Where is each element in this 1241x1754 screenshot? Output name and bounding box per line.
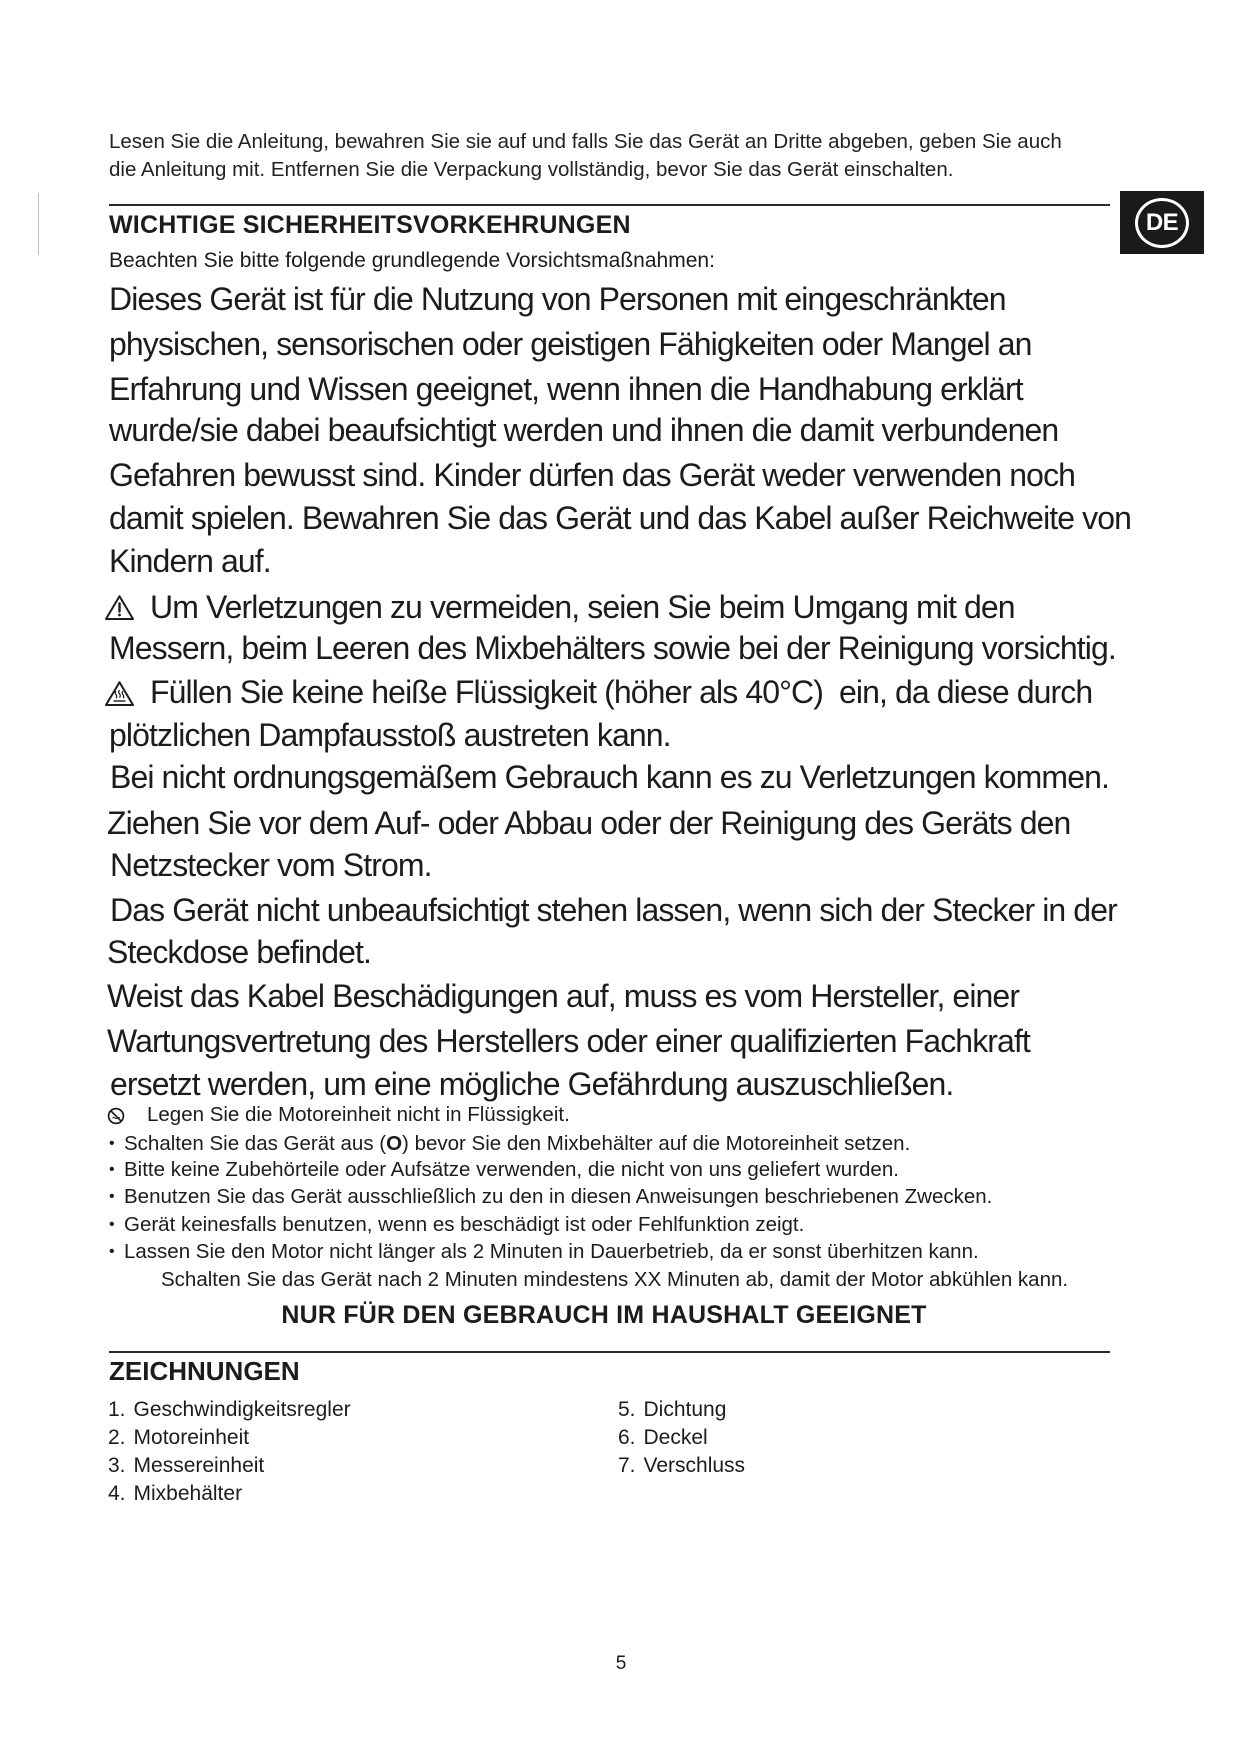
part-label: Dichtung [643,1398,727,1421]
bullet-text: Gerät keinesfalls benutzen, wenn es beschädigt ist oder Fehlfunktion zeigt. [124,1213,805,1236]
safety-line: Bei nicht ordnungsgemäßem Gebrauch kann es zu Verletzungen kommen. [110,759,1109,795]
safety-line: wurde/sie dabei beaufsichtigt werden und ihnen die damit verbundenen [109,412,1059,448]
safety-heading: WICHTIGE SICHERHEITSVORKEHRUNGEN [109,211,631,239]
part-item [618,1453,745,1479]
part-number: 7. [618,1454,636,1477]
part-number: 2. [108,1426,126,1449]
household-notice: NUR FÜR DEN GEBRAUCH IM HAUSHALT GEEIGNET [281,1301,927,1329]
safety-line: Erfahrung und Wissen geeignet, wenn ihnen die Handhabung erklärt [109,371,1023,407]
part-label: Mixbehälter [133,1482,243,1505]
section-divider [109,204,1110,206]
page-number: 5 [615,1653,627,1674]
language-badge [1120,191,1204,254]
safety-line: plötzlichen Dampfausstoß austreten kann. [109,717,671,753]
part-label: Messereinheit [133,1454,265,1477]
part-number: 1. [108,1398,126,1421]
safety-line: Dieses Gerät ist für die Nutzung von Personen mit eingeschränkten [109,281,1006,317]
part-label: Geschwindigkeitsregler [133,1398,351,1421]
no-immersion-note: Legen Sie die Motoreinheit nicht in Flüssigkeit. [147,1103,570,1126]
part-item [108,1481,242,1507]
part-item [108,1425,249,1451]
margin-mark [38,193,39,255]
language-badge-ring [1135,198,1189,248]
part-item [108,1397,351,1423]
intro-line: die Anleitung mit. Entfernen Sie die Verpackung vollständig, bevor Sie das Gerät einschalten. [109,158,954,181]
warning-icon [104,594,135,621]
safety-line: ersetzt werden, um eine mögliche Gefährdung auszuschließen. [110,1066,954,1102]
bullet-item [109,1239,979,1265]
part-label: Motoreinheit [133,1426,250,1449]
bullet-text: Benutzen Sie das Gerät ausschließlich zu den in diesen Anweisungen beschriebenen Zwecken. [124,1185,993,1208]
off-symbol: O [386,1132,403,1155]
intro-line: Lesen Sie die Anleitung, bewahren Sie sie auf und falls Sie das Gerät an Dritte abgeben, geben Sie auch [109,130,1062,153]
safety-line: damit spielen. Bewahren Sie das Gerät und das Kabel außer Reichweite von [109,500,1132,536]
hot-liquid-warning-icon [104,680,135,707]
part-item [618,1397,726,1423]
part-item [618,1425,708,1451]
safety-line: Messern, beim Leeren des Mixbehälters sowie bei der Reinigung vorsichtig. [109,630,1116,666]
part-number: 6. [618,1426,636,1449]
bullet-text: Lassen Sie den Motor nicht länger als 2 Minuten in Dauerbetrieb, da er sonst überhitzen kann. [124,1240,979,1263]
safety-line: Ziehen Sie vor dem Auf- oder Abbau oder der Reinigung des Geräts den [107,805,1071,841]
bullet-continuation: Schalten Sie das Gerät nach 2 Minuten mindestens XX Minuten ab, damit der Motor abkühlen kann. [161,1268,1069,1291]
safety-line-hot-liquid: Füllen Sie keine heiße Flüssigkeit (höher als 40°C) ein, da diese durch [150,674,1093,710]
safety-line: physischen, sensorischen oder geistigen Fähigkeiten oder Mangel an [109,326,1032,362]
safety-line: Netzstecker vom Strom. [110,847,432,883]
safety-intro: Beachten Sie bitte folgende grundlegende Vorsichtsmaßnahmen: [109,249,715,272]
no-immersion-icon [107,1107,125,1125]
bullet-text: ) bevor Sie den Mixbehälter auf die Motoreinheit setzen. [402,1132,911,1155]
bullet-text: Schalten Sie das Gerät aus ( [124,1132,387,1155]
bullet-text: Bitte keine Zubehörteile oder Aufsätze verwenden, die nicht von uns geliefert wurden. [124,1158,899,1181]
part-item [108,1453,264,1479]
safety-line: Weist das Kabel Beschädigungen auf, muss es vom Hersteller, einer [107,978,1020,1014]
part-label: Verschluss [643,1454,746,1477]
part-number: 5. [618,1398,636,1421]
part-number: 4. [108,1482,126,1505]
part-number: 3. [108,1454,126,1477]
safety-line: Das Gerät nicht unbeaufsichtigt stehen lassen, wenn sich der Stecker in der [110,892,1117,928]
drawings-heading: ZEICHNUNGEN [109,1356,300,1386]
safety-line-blades: Um Verletzungen zu vermeiden, seien Sie beim Umgang mit den [150,589,1015,625]
section-divider [109,1351,1110,1353]
language-badge-label: DE [1145,208,1179,236]
bullet-item [109,1184,992,1210]
part-label: Deckel [643,1426,708,1449]
safety-line: Steckdose befindet. [107,934,371,970]
safety-line: Wartungsvertretung des Herstellers oder einer qualifizierten Fachkraft [107,1023,1030,1059]
bullet-item [109,1131,910,1157]
bullet-item [109,1212,804,1238]
bullet-item [109,1157,899,1183]
safety-line: Kindern auf. [109,543,271,579]
safety-line: Gefahren bewusst sind. Kinder dürfen das Gerät weder verwenden noch [109,457,1076,493]
